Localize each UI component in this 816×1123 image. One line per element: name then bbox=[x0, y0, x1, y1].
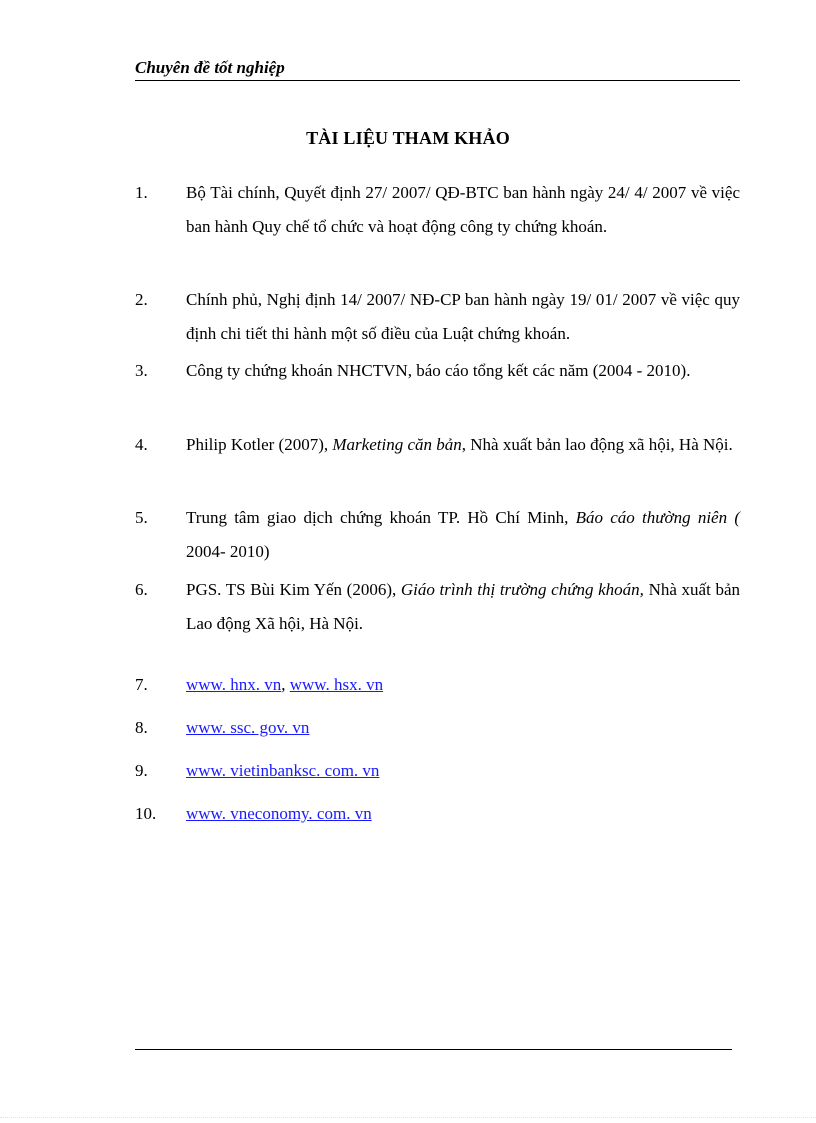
reference-item bbox=[135, 283, 740, 351]
reference-text bbox=[186, 176, 740, 244]
reference-number: 8. bbox=[135, 718, 148, 737]
page-header bbox=[135, 58, 740, 81]
reference-number: 7. bbox=[135, 675, 148, 694]
reference-text-segment: PGS. TS Bùi Kim Yến (2006), bbox=[186, 580, 401, 599]
reference-item bbox=[135, 428, 740, 462]
reference-text bbox=[186, 668, 740, 702]
footer-divider bbox=[135, 1049, 732, 1050]
reference-number: 1. bbox=[135, 183, 148, 202]
reference-number: 9. bbox=[135, 761, 148, 780]
reference-text bbox=[186, 797, 740, 831]
reference-text-segment: Philip Kotler (2007), bbox=[186, 435, 333, 454]
reference-link[interactable]: www. vneconomy. com. vn bbox=[186, 804, 372, 823]
reference-title-italic: Marketing căn bản bbox=[332, 435, 462, 454]
reference-item bbox=[135, 354, 740, 388]
reference-link[interactable]: www. hnx. vn bbox=[186, 675, 282, 694]
reference-text-segment: Trung tâm giao dịch chứng khoán TP. Hồ Chí Minh, bbox=[186, 508, 576, 527]
reference-text-segment: Nhà xuất bản Lao động Xã hội, Hà Nội. bbox=[186, 580, 740, 633]
reference-item bbox=[135, 573, 740, 641]
reference-text bbox=[186, 354, 740, 388]
reference-number: 3. bbox=[135, 361, 148, 380]
reference-text bbox=[186, 501, 740, 569]
reference-text-segment: Chính phủ, Nghị định 14/ 2007/ NĐ-CP ban hành ngày 19/ 01/ 2007 về việc quy định chi tiết thi hành một số điều của Luật chứng khoán. bbox=[186, 290, 740, 343]
reference-item bbox=[135, 754, 740, 788]
reference-text bbox=[186, 283, 740, 351]
page-title: TÀI LIỆU THAM KHẢO bbox=[306, 128, 510, 148]
reference-link[interactable]: www. hsx. vn bbox=[289, 675, 384, 694]
reference-text bbox=[186, 428, 740, 462]
reference-number: 6. bbox=[135, 580, 148, 599]
reference-text bbox=[186, 573, 740, 641]
reference-item bbox=[135, 176, 740, 244]
reference-text bbox=[186, 754, 740, 788]
reference-item bbox=[135, 501, 740, 569]
reference-item bbox=[135, 668, 740, 702]
reference-text-segment: Công ty chứng khoán NHCTVN, báo cáo tổng kết các năm (2004 - 2010). bbox=[186, 361, 691, 380]
reference-item bbox=[135, 797, 740, 831]
page-bottom-border bbox=[0, 1117, 816, 1118]
reference-number: 10. bbox=[135, 804, 157, 823]
reference-number: 4. bbox=[135, 435, 148, 454]
reference-number: 2. bbox=[135, 290, 148, 309]
reference-item bbox=[135, 711, 740, 745]
reference-title-italic: Báo cáo thường niên ( bbox=[575, 508, 740, 527]
reference-link[interactable]: www. ssc. gov. vn bbox=[186, 718, 310, 737]
reference-title-italic: Giáo trình thị trường chứng khoán, bbox=[400, 580, 644, 599]
reference-text-segment: Bộ Tài chính, Quyết định 27/ 2007/ QĐ-BTC ban hành ngày 24/ 4/ 2007 về việc ban hành Quy chế tổ chức và hoạt động công ty chứng khoán. bbox=[186, 183, 740, 236]
reference-link[interactable]: www. vietinbanksc. com. vn bbox=[186, 761, 380, 780]
reference-text-segment: 2004- 2010) bbox=[186, 542, 270, 561]
reference-number: 5. bbox=[135, 508, 148, 527]
header-title: Chuyên đề tốt nghiệp bbox=[135, 58, 285, 77]
reference-text-segment: , bbox=[281, 675, 290, 694]
reference-text-segment: , Nhà xuất bản lao động xã hội, Hà Nội. bbox=[461, 435, 733, 454]
reference-text bbox=[186, 711, 740, 745]
